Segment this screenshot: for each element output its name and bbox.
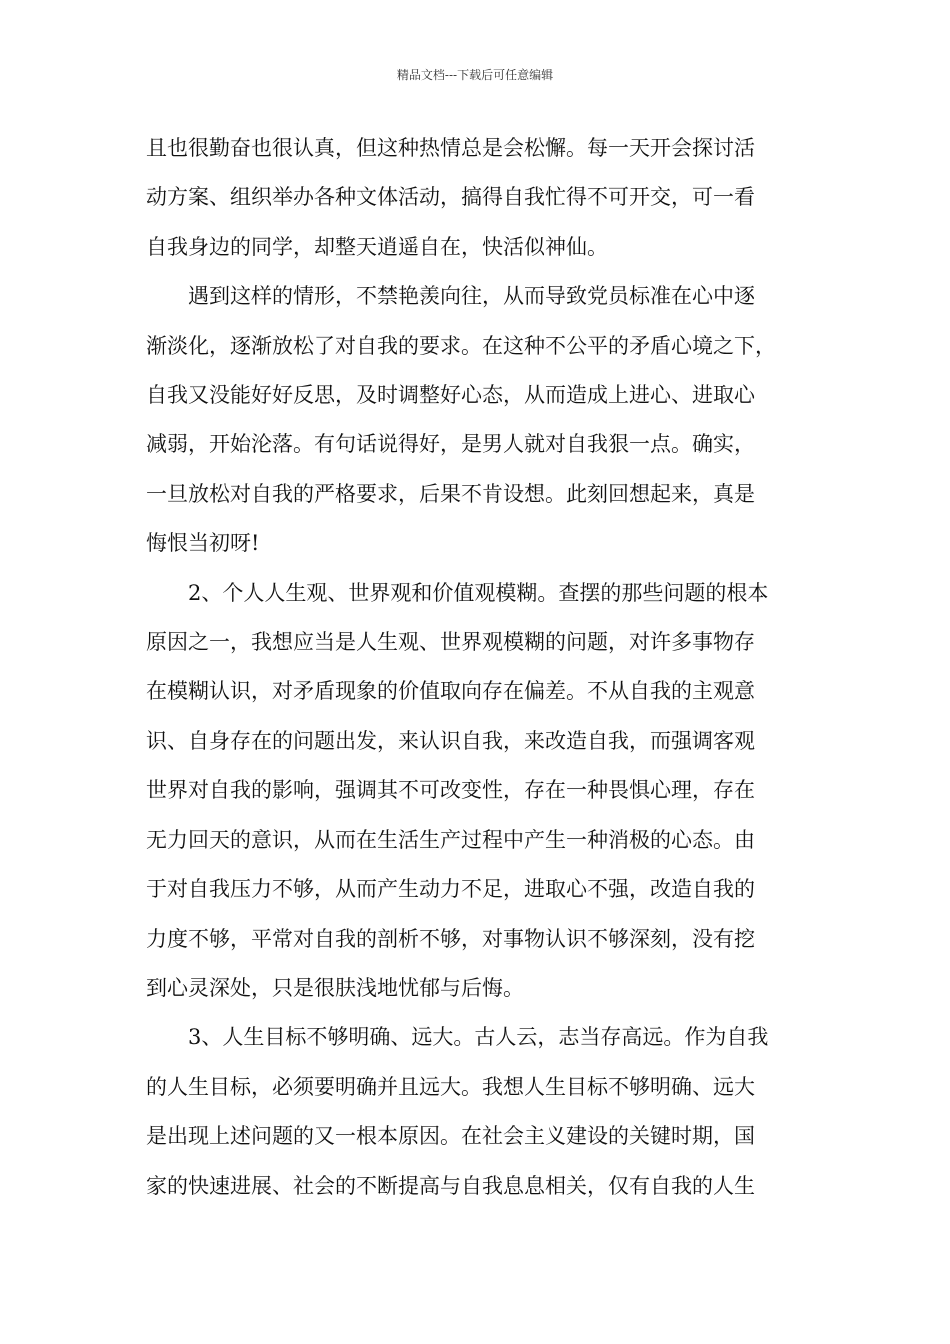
paragraph-line: 自我又没能好好反思，及时调整好心态，从而造成上进心、进取心 <box>146 383 755 408</box>
paragraph <box>146 569 806 1014</box>
document-body <box>146 124 806 1211</box>
paragraph-line: 的人生目标，必须要明确并且远大。我想人生目标不够明确、远大 <box>146 1074 755 1099</box>
paragraph-line: 3、人生目标不够明确、远大。古人云，志当存高远。作为自我 <box>188 1025 769 1050</box>
paragraph-line: 世界对自我的影响，强调其不可改变性，存在一种畏惧心理，存在 <box>146 778 755 803</box>
paragraph-line: 无力回天的意识，从而在生活生产过程中产生一种消极的心态。由 <box>146 827 755 852</box>
paragraph <box>146 272 806 568</box>
paragraph <box>146 124 806 272</box>
paragraph-line: 减弱，开始沦落。有句话说得好，是男人就对自我狠一点。确实， <box>146 432 755 457</box>
paragraph-line: 在模糊认识，对矛盾现象的价值取向存在偏差。不从自我的主观意 <box>146 679 755 704</box>
paragraph-line: 家的快速进展、社会的不断提高与自我息息相关，仅有自我的人生 <box>146 1173 755 1198</box>
paragraph-line: 是出现上述问题的又一根本原因。在社会主义建设的关键时期，国 <box>146 1124 755 1149</box>
paragraph-line: 且也很勤奋也很认真，但这种热情总是会松懈。每一天开会探讨活 <box>146 136 755 160</box>
paragraph-line: 于对自我压力不够，从而产生动力不足，进取心不强，改造自我的 <box>146 877 755 902</box>
paragraph-line: 到心灵深处，只是很肤浅地忧郁与后悔。 <box>146 975 524 1000</box>
paragraph-line: 2、个人人生观、世界观和价值观模糊。查摆的那些问题的根本 <box>188 580 769 605</box>
paragraph <box>146 1013 806 1211</box>
paragraph-line: 遇到这样的情形，不禁艳羡向往，从而导致党员标准在心中逐 <box>188 284 755 309</box>
paragraph-line: 动方案、组织举办各种文体活动，搞得自我忙得不可开交，可一看 <box>146 185 755 210</box>
page-header: 精品文档---下载后可任意编辑 <box>396 68 554 82</box>
paragraph-line: 原因之一，我想应当是人生观、世界观模糊的问题，对许多事物存 <box>146 630 755 655</box>
paragraph-line: 自我身边的同学，却整天逍遥自在，快活似神仙。 <box>146 234 608 259</box>
paragraph-line: 悔恨当初呀! <box>146 531 260 556</box>
paragraph-line: 识、自身存在的问题出发，来认识自我，来改造自我，而强调客观 <box>146 728 755 753</box>
paragraph-line: 力度不够，平常对自我的剖析不够，对事物认识不够深刻，没有挖 <box>146 926 755 951</box>
paragraph-line: 渐淡化，逐渐放松了对自我的要求。在这种不公平的矛盾心境之下， <box>146 333 776 358</box>
paragraph-line: 一旦放松对自我的严格要求，后果不肯设想。此刻回想起来，真是 <box>146 481 755 506</box>
